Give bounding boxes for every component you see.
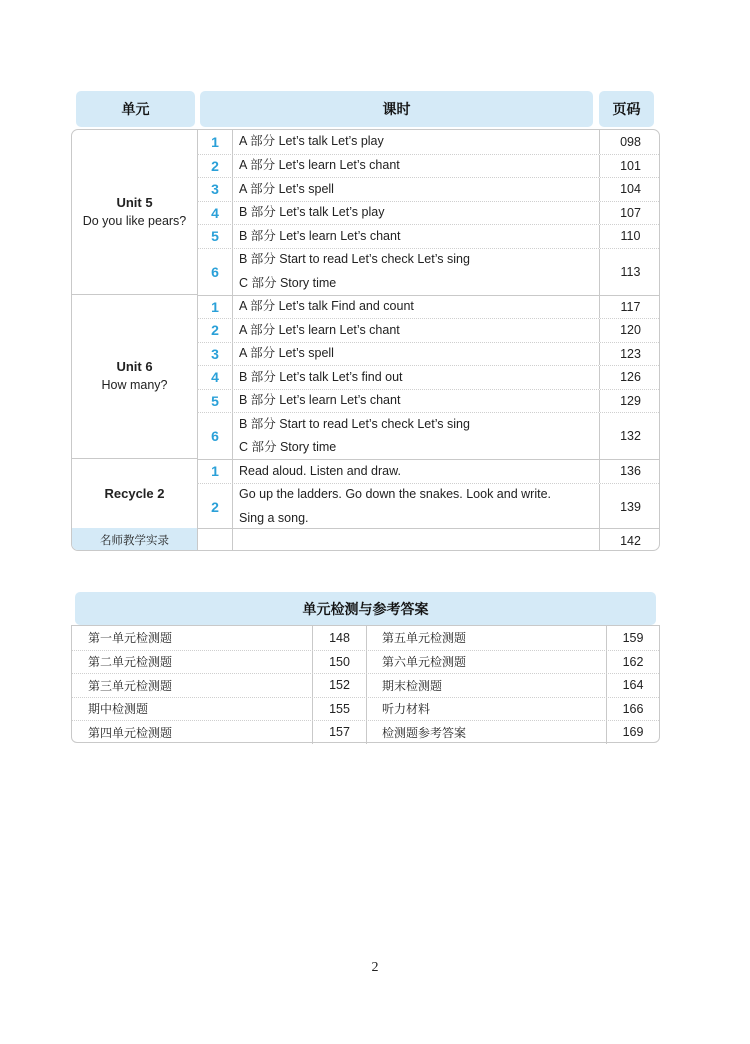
- unit-title: Unit 6: [116, 359, 153, 375]
- lesson-description: [239, 296, 595, 319]
- test-row[interactable]: [72, 673, 659, 697]
- lesson-page: 126: [599, 366, 660, 389]
- teaching-record-row[interactable]: [197, 528, 660, 551]
- lesson-line: A 部分 Let’s talk Find and count: [239, 299, 414, 313]
- test-page-left: 152: [312, 674, 367, 697]
- lesson-line: A 部分 Let’s spell: [239, 346, 334, 360]
- test-page-left: 150: [312, 651, 367, 674]
- test-name-left: 第三单元检测题: [88, 678, 173, 693]
- lesson-row[interactable]: [197, 295, 660, 319]
- lesson-row[interactable]: [197, 365, 660, 389]
- lesson-line: A 部分 Let’s spell: [239, 181, 334, 196]
- teaching-record-label: 名师教学实录: [72, 528, 197, 551]
- lesson-line: A 部分 Let’s talk Let’s play: [239, 134, 384, 148]
- lesson-number: 1: [197, 296, 233, 319]
- lesson-number: 2: [197, 155, 233, 178]
- lesson-number: 5: [197, 225, 233, 248]
- test-name-left: 期中检测题: [88, 702, 149, 717]
- lesson-page: 104: [599, 178, 660, 201]
- lesson-line: B 部分 Let’s learn Let’s chant: [239, 228, 401, 243]
- test-page-right: 169: [606, 721, 659, 744]
- lesson-number: 2: [197, 484, 233, 530]
- lesson-line: B 部分 Let’s learn Let’s chant: [239, 393, 401, 407]
- lesson-page: 110: [599, 225, 660, 248]
- lesson-row[interactable]: [197, 154, 660, 178]
- test-page-right: 164: [606, 674, 659, 697]
- lesson-line: Sing a song.: [239, 510, 309, 525]
- test-page-left: 155: [312, 698, 367, 721]
- tests-table: [71, 625, 660, 743]
- lesson-number: 6: [197, 413, 233, 459]
- header-lesson: 课时: [200, 91, 593, 127]
- test-name-right: 检测题参考答案: [382, 725, 467, 740]
- lesson-page: 113: [599, 249, 660, 295]
- lesson-description: [239, 390, 595, 413]
- lesson-page: 120: [599, 319, 660, 342]
- unit-title: Recycle 2: [104, 486, 165, 502]
- lesson-number: 1: [197, 460, 233, 483]
- test-row[interactable]: [72, 697, 659, 721]
- lesson-description: [239, 413, 595, 459]
- test-name-right: 期末检测题: [382, 678, 443, 693]
- lesson-row[interactable]: [197, 412, 660, 459]
- test-page-right: 162: [606, 651, 659, 674]
- lesson-page: 129: [599, 390, 660, 413]
- test-name-right: 第五单元检测题: [382, 631, 467, 646]
- lesson-row[interactable]: [197, 459, 660, 483]
- lesson-row[interactable]: [197, 201, 660, 225]
- lesson-description: [239, 366, 595, 389]
- lesson-number: 1: [197, 130, 233, 154]
- lesson-line: B 部分 Start to read Let’s check Let’s sing: [239, 416, 470, 431]
- lesson-number: 4: [197, 202, 233, 225]
- unit-subtitle: How many?: [101, 378, 168, 393]
- lesson-number: 3: [197, 178, 233, 201]
- lesson-page: 139: [599, 484, 660, 530]
- test-name-right: 听力材料: [382, 702, 431, 717]
- lesson-page: 098: [599, 130, 660, 154]
- lesson-description: [239, 249, 595, 295]
- unit-subtitle: Do you like pears?: [82, 213, 187, 228]
- lesson-line: C 部分 Story time: [239, 275, 337, 290]
- test-row[interactable]: [72, 720, 659, 744]
- unit-title: Unit 5: [116, 194, 153, 210]
- lesson-page: 107: [599, 202, 660, 225]
- lesson-number: 4: [197, 366, 233, 389]
- lesson-line: B 部分 Let’s talk Let’s find out: [239, 369, 403, 384]
- test-row[interactable]: [72, 626, 659, 650]
- lesson-description: [239, 225, 595, 248]
- lesson-description: [239, 130, 595, 154]
- lesson-page: 123: [599, 343, 660, 366]
- page-number: 2: [371, 960, 379, 975]
- test-name-right: 第六单元检测题: [382, 655, 467, 670]
- lesson-description: [239, 319, 595, 342]
- lesson-number: 3: [197, 343, 233, 366]
- lesson-page: 101: [599, 155, 660, 178]
- lesson-line: Read aloud. Listen and draw.: [239, 463, 401, 478]
- lesson-row[interactable]: [197, 389, 660, 413]
- lesson-number: 2: [197, 319, 233, 342]
- lesson-description: [239, 202, 595, 225]
- lesson-line: A 部分 Let’s learn Let’s chant: [239, 322, 400, 337]
- lesson-row[interactable]: [197, 224, 660, 248]
- lesson-number: [197, 529, 233, 551]
- unit-cell: [72, 130, 197, 295]
- lesson-row[interactable]: [197, 248, 660, 295]
- unit-cell: [72, 459, 197, 530]
- lesson-description: [239, 155, 595, 178]
- test-name-left: 第四单元检测题: [88, 725, 173, 740]
- lesson-row[interactable]: [197, 130, 660, 154]
- lesson-page: 132: [599, 413, 660, 459]
- lesson-description: [239, 460, 595, 483]
- lesson-row[interactable]: [197, 177, 660, 201]
- lesson-description: [239, 529, 595, 551]
- unit-cell: [72, 295, 197, 460]
- lesson-number: 5: [197, 390, 233, 413]
- lesson-description: [239, 343, 595, 366]
- lesson-description: [239, 484, 595, 530]
- unit-column: [72, 130, 197, 550]
- lesson-row[interactable]: [197, 318, 660, 342]
- tests-section-title: 单元检测与参考答案: [75, 592, 656, 625]
- lesson-line: B 部分 Start to read Let’s check Let’s sing: [239, 252, 470, 266]
- lesson-line: C 部分 Story time: [239, 440, 337, 454]
- header-page: 页码: [599, 91, 654, 127]
- lesson-line: Go up the ladders. Go down the snakes. Look and write.: [239, 487, 551, 501]
- test-name-left: 第一单元检测题: [88, 631, 173, 646]
- test-page-right: 166: [606, 698, 659, 721]
- header-unit: 单元: [76, 91, 195, 127]
- lesson-line: A 部分 Let’s learn Let’s chant: [239, 158, 400, 172]
- contents-table: [71, 129, 660, 551]
- lesson-row[interactable]: [197, 342, 660, 366]
- test-name-left: 第二单元检测题: [88, 655, 173, 670]
- lesson-description: [239, 178, 595, 201]
- teaching-record-page: 142: [599, 529, 660, 551]
- test-page-left: 148: [312, 626, 367, 650]
- test-page-right: 159: [606, 626, 659, 650]
- test-row[interactable]: [72, 650, 659, 674]
- lesson-page: 136: [599, 460, 660, 483]
- test-page-left: 157: [312, 721, 367, 744]
- lesson-line: B 部分 Let’s talk Let’s play: [239, 205, 385, 219]
- lesson-number: 6: [197, 249, 233, 295]
- lesson-row[interactable]: [197, 483, 660, 530]
- lesson-page: 117: [599, 296, 660, 319]
